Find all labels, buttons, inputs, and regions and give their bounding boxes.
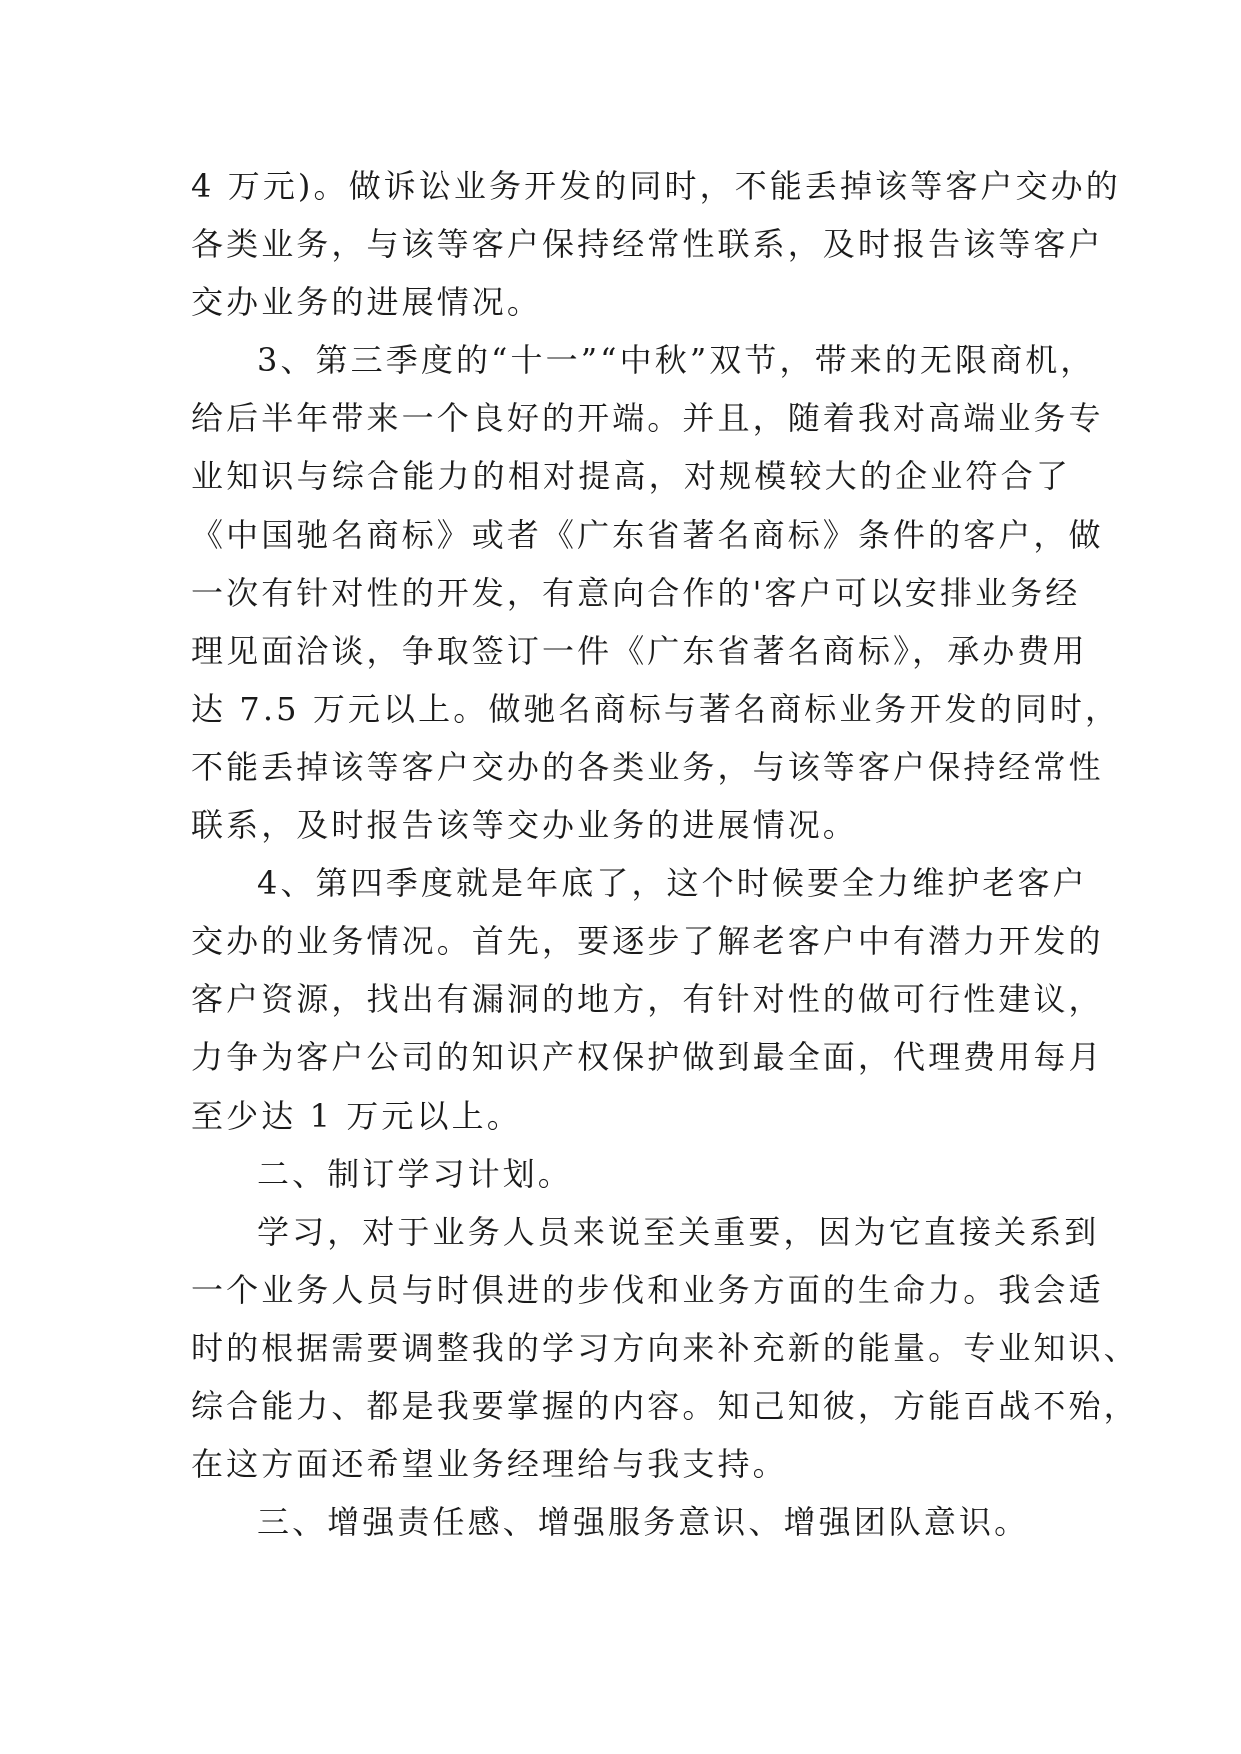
text-line: 4、第四季度就是年底了，这个时候要全力维护老客户 <box>257 864 1088 903</box>
text-line: 客户资源，找出有漏洞的地方，有针对性的做可行性建议， <box>191 980 1104 1019</box>
text-line: 时的根据需要调整我的学习方向来补充新的能量。专业知识、 <box>191 1328 1139 1367</box>
text-line: 一次有针对性的开发，有意向合作的'客户可以安排业务经 <box>191 573 1081 612</box>
text-line: 三、增强责任感、增强服务意识、增强团队意识。 <box>257 1503 1030 1542</box>
text-line: 学习，对于业务人员来说至关重要，因为它直接关系到 <box>257 1212 1100 1251</box>
text-line: 各类业务，与该等客户保持经常性联系，及时报告该等客户 <box>191 225 1104 264</box>
paragraph <box>191 331 1121 854</box>
text-line: 给后半年带来一个良好的开端。并且，随着我对高端业务专 <box>191 399 1104 438</box>
text-line: 《中国驰名商标》或者《广东省著名商标》条件的客户，做 <box>191 515 1104 554</box>
text-line: 二、制订学习计划。 <box>257 1154 573 1193</box>
paragraph <box>191 1145 1071 1203</box>
text-line: 在这方面还希望业务经理给与我支持。 <box>191 1445 788 1484</box>
text-line: 理见面洽谈，争取签订一件《广东省著名商标》，承办费用 <box>191 631 1088 670</box>
text-line: 联系，及时报告该等交办业务的进展情况。 <box>191 806 858 845</box>
text-line: 业知识与综合能力的相对提高，对规模较大的企业符合了 <box>191 457 1071 496</box>
text-line: 交办的业务情况。首先，要逐步了解老客户中有潜力开发的 <box>191 922 1104 961</box>
text-line: 不能丢掉该等客户交办的各类业务，与该等客户保持经常性 <box>191 747 1104 786</box>
paragraph <box>191 1493 1071 1551</box>
document-body <box>191 157 1139 1551</box>
text-line: 至少达 1 万元以上。 <box>191 1096 522 1135</box>
paragraph <box>191 854 1104 1144</box>
text-line: 力争为客户公司的知识产权保护做到最全面，代理费用每月 <box>191 1038 1104 1077</box>
text-line: 交办业务的进展情况。 <box>191 283 543 322</box>
text-line: 3、第三季度的“十一”“中秋”双节，带来的无限商机， <box>257 341 1096 380</box>
text-line: 一个业务人员与时俱进的步伐和业务方面的生命力。我会适 <box>191 1270 1104 1309</box>
text-line: 达 7.5 万元以上。做驰名商标与著名商标业务开发的同时， <box>191 689 1121 728</box>
paragraph <box>191 1203 1139 1493</box>
text-line: 4 万元)。做诉讼业务开发的同时，不能丢掉该等客户交办的 <box>191 167 1121 205</box>
paragraph <box>191 157 1121 331</box>
text-line: 综合能力、都是我要掌握的内容。知己知彼，方能百战不殆， <box>191 1386 1139 1425</box>
